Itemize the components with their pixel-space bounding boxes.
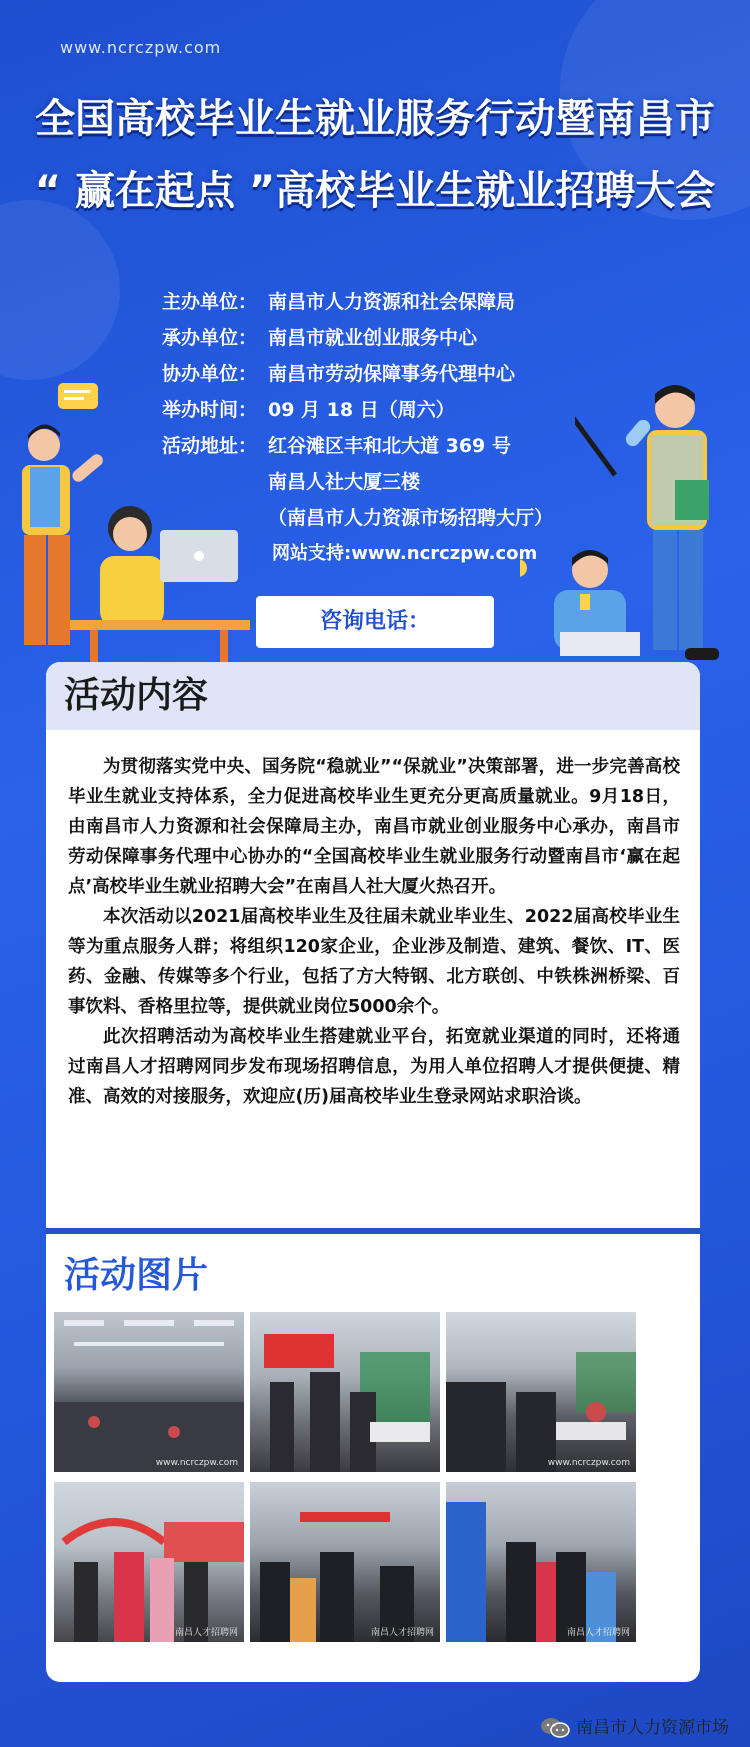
footer-text: 南昌市人力资源市场 [576, 1718, 729, 1738]
info-value: 红谷滩区丰和北大道 369 号 [268, 435, 511, 457]
footer-account [540, 1716, 729, 1740]
info-value: 09 月 18 日（周六） [268, 399, 455, 421]
consult-phone: 咨询电话： [256, 596, 494, 648]
paragraph: 此次招聘活动为高校毕业生搭建就业平台，拓宽就业渠道的同时，还将通过南昌人才招聘网同步发布现场招聘信息，为用人单位招聘人才提供便捷、精准、高效的对接服务，欢迎应(历)届高校毕业生登录网站求职洽谈。 [68, 1027, 680, 1107]
info-label: 主办单位： [162, 291, 258, 313]
content-card [46, 662, 700, 1682]
section-title-activity: 活动内容 [64, 675, 209, 716]
info-value: 南昌市劳动保障事务代理中心 [268, 363, 516, 385]
event-photo-3 [446, 1312, 636, 1472]
photo-caption: 南昌人才招聘网 [370, 1628, 434, 1638]
info-row-co [162, 356, 553, 392]
event-photo-2 [250, 1312, 440, 1472]
info-website: 网站支持:www.ncrczpw.com [272, 543, 538, 564]
info-value: 南昌市就业创业服务中心 [268, 327, 478, 349]
info-label: 承办单位： [162, 327, 258, 349]
poster-title-line2: “ 赢在起点 ”高校毕业生就业招聘大会 [34, 168, 716, 214]
paragraph: 本次活动以2021届高校毕业生及往届未就业毕业生、2022届高校毕业生等为重点服务人群；将组织120家企业，企业涉及制造、建筑、餐饮、IT、医药、金融、传媒等多个行业，包括了方大特钢、北方联创、中铁株洲桥梁、百事饮料、香格里拉等，提供就业岗位5000余个。 [68, 907, 680, 1017]
photo-caption: www.ncrczpw.com [547, 1458, 630, 1468]
paragraph: 为贯彻落实党中央、国务院“稳就业”“保就业”决策部署，进一步完善高校毕业生就业支持体系，全力促进高校毕业生更充分更高质量就业。9月18日，由南昌市人力资源和社会保障局主办，南昌市就业创业服务中心承办，南昌市劳动保障事务代理中心协办的“全国高校毕业生就业服务行动暨南昌市‘赢在起点’高校毕业生就业招聘大会”在南昌人社大厦火热召开。 [68, 757, 680, 897]
info-value: 南昌市人力资源和社会保障局 [268, 291, 516, 313]
photo-caption: 南昌人才招聘网 [566, 1628, 630, 1638]
info-label: 协办单位： [162, 363, 258, 385]
event-info [162, 284, 553, 572]
wechat-icon [540, 1717, 570, 1739]
info-label: 举办时间： [162, 399, 258, 421]
event-photo-4 [54, 1482, 244, 1642]
site-watermark: www.ncrczpw.com [60, 38, 222, 57]
section-title-photos: 活动图片 [64, 1255, 209, 1296]
info-address-line3: （南昌市人力资源市场招聘大厅） [268, 507, 554, 529]
info-row-place [162, 428, 553, 464]
activity-content [68, 752, 680, 1112]
info-row-time [162, 392, 553, 428]
info-row-organizer [162, 320, 553, 356]
event-photo-1 [54, 1312, 244, 1472]
info-row-host [162, 284, 553, 320]
event-photo-6 [446, 1482, 636, 1642]
poster-title-line1: 全国高校毕业生就业服务行动暨南昌市 [35, 96, 715, 142]
photo-caption: 南昌人才招聘网 [174, 1628, 238, 1638]
section-divider [46, 1228, 700, 1234]
photo-caption: www.ncrczpw.com [155, 1458, 238, 1468]
event-photo-5 [250, 1482, 440, 1642]
info-address-line2: 南昌人社大厦三楼 [268, 471, 421, 493]
section-header [46, 662, 700, 730]
info-label: 活动地址： [162, 435, 258, 457]
